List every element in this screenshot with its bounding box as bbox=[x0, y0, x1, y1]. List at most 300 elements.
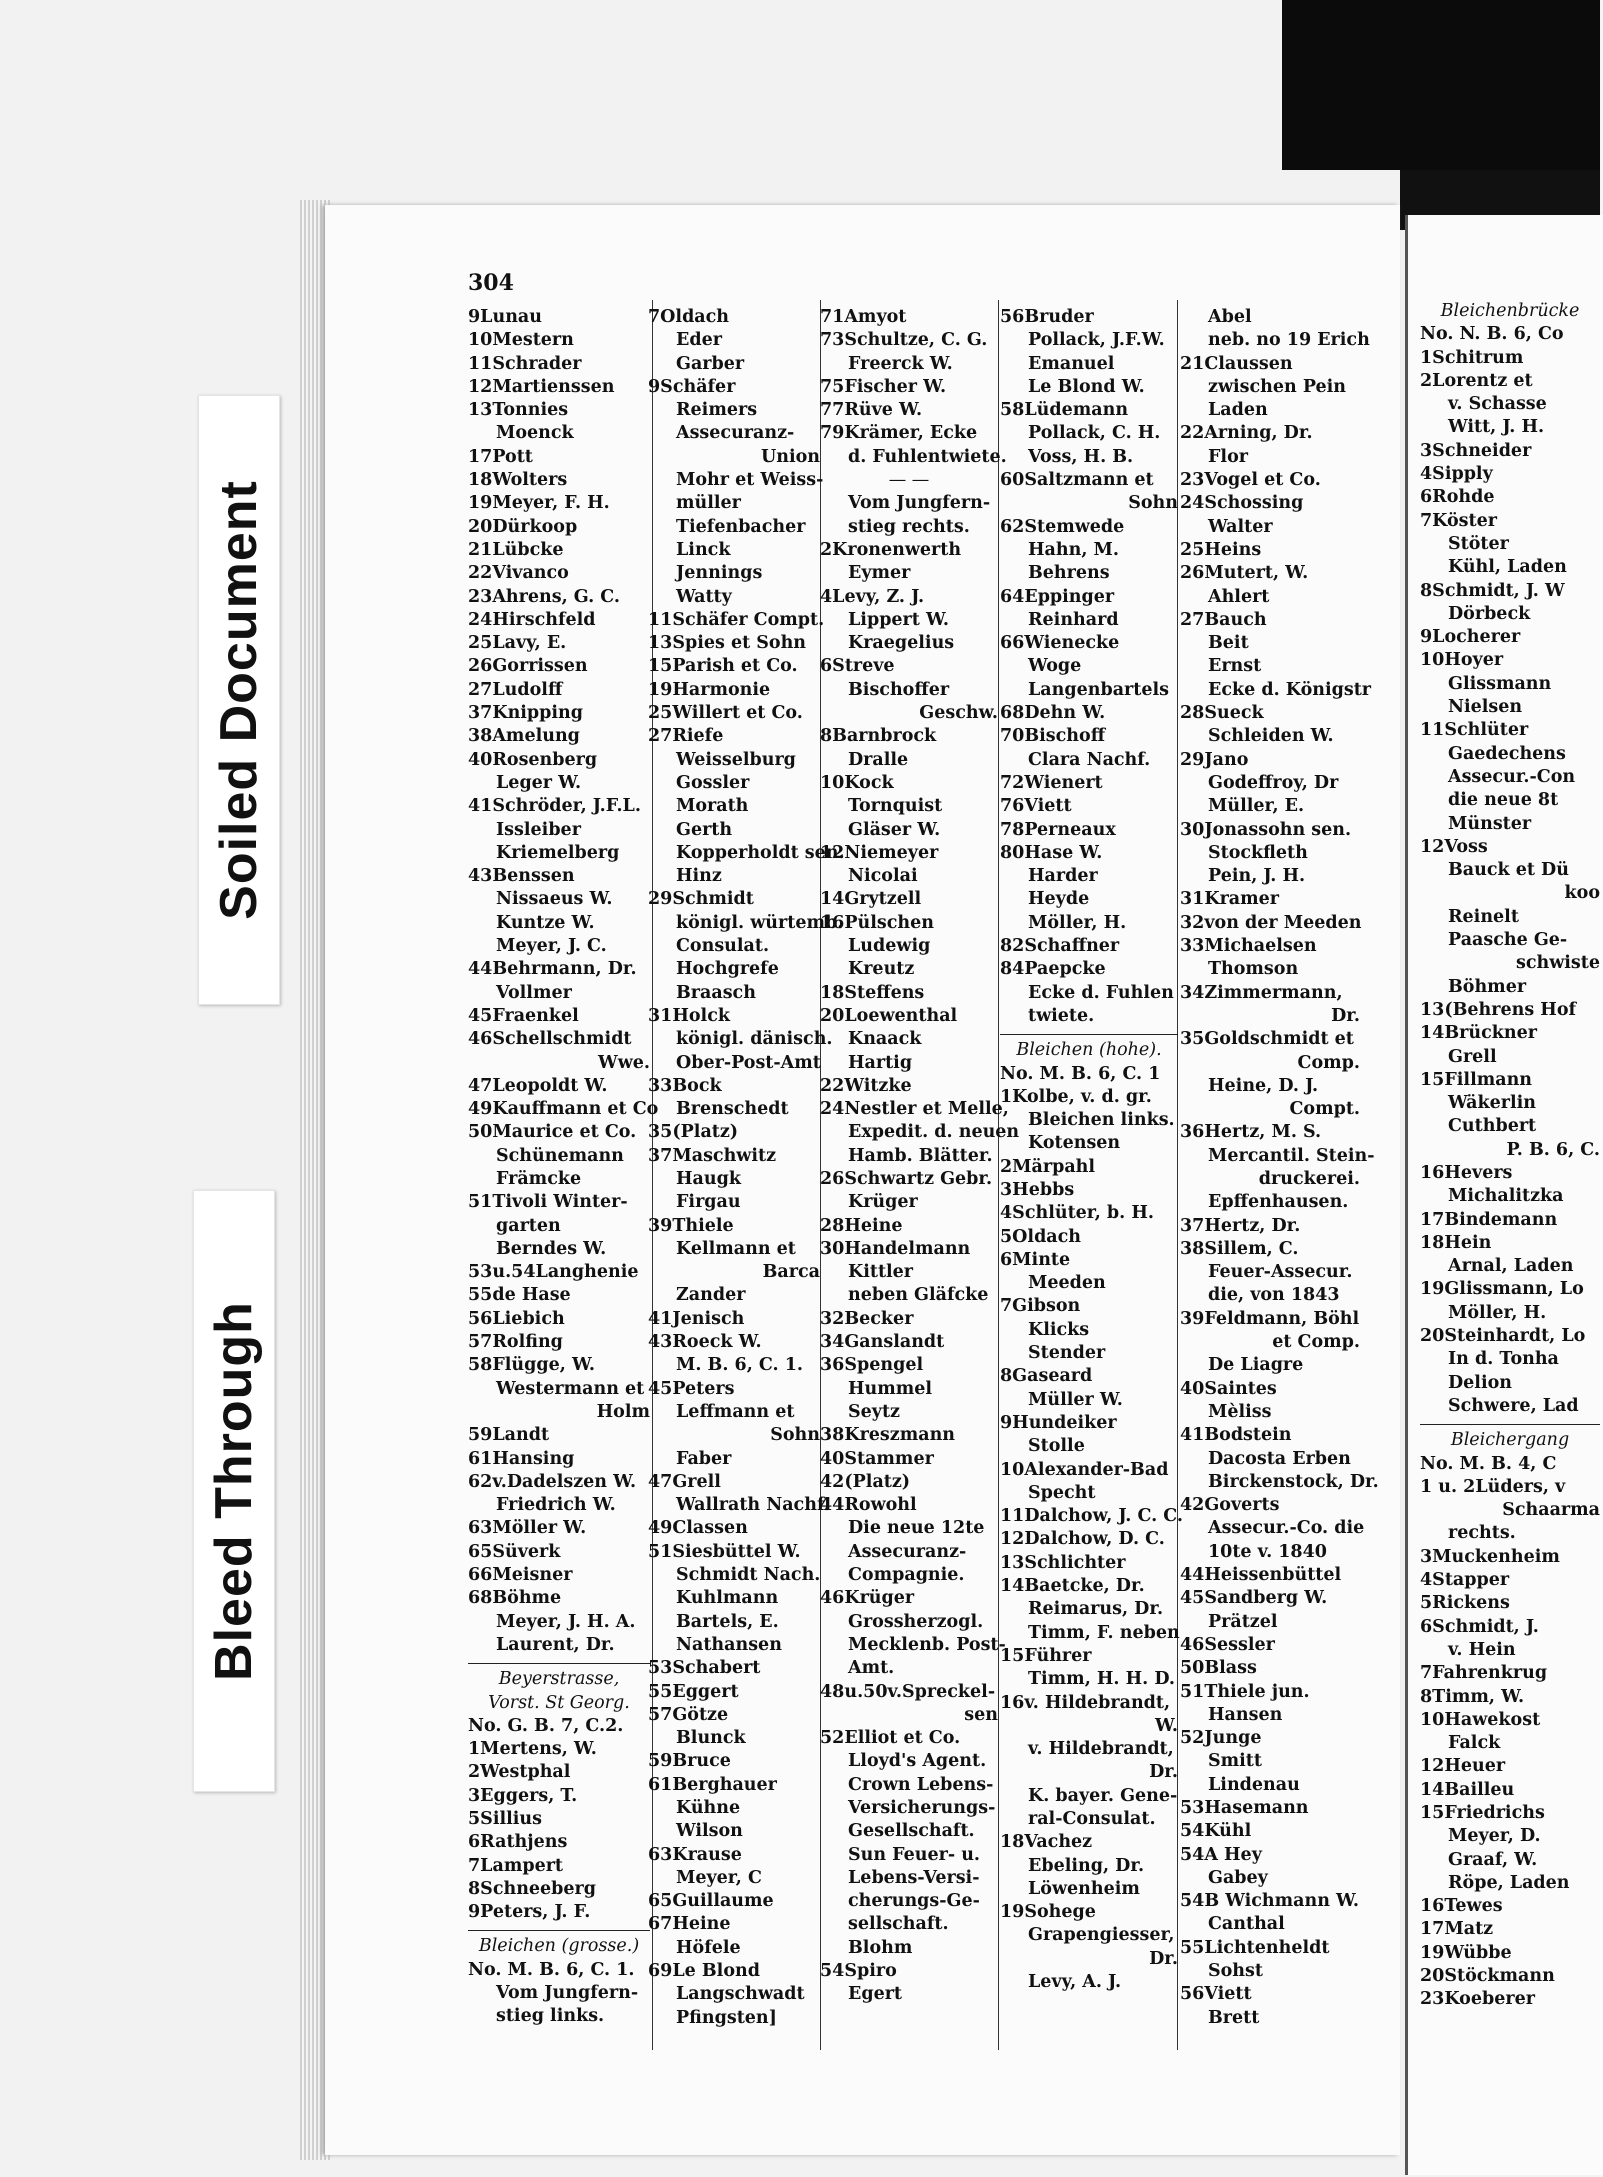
directory-entry: Müller, E. bbox=[1208, 796, 1305, 817]
directory-entry: 15Parish et Co. bbox=[648, 656, 798, 677]
directory-entry: Gesellschaft. bbox=[848, 1821, 975, 1842]
directory-entry: Reimers bbox=[676, 400, 758, 421]
directory-entry: Cuthbert bbox=[1448, 1116, 1537, 1137]
directory-entry: 8Barnbrock bbox=[820, 726, 937, 747]
directory-entry: Firgau bbox=[676, 1192, 741, 1213]
directory-entry: Harder bbox=[1028, 866, 1098, 887]
directory-entry: 29Schmidt bbox=[648, 889, 754, 910]
directory-entry: 63Krause bbox=[648, 1844, 742, 1865]
directory-entry: die, von 1843 bbox=[1208, 1285, 1340, 1306]
directory-entry: 17Pott bbox=[468, 446, 533, 467]
directory-entry: Braasch bbox=[676, 982, 756, 1003]
directory-entry: 50Blass bbox=[1180, 1658, 1257, 1679]
directory-entry: Sohn bbox=[1128, 493, 1178, 514]
directory-entry: 41Schröder, J.F.L. bbox=[468, 796, 641, 817]
directory-entry: 6Schmidt, J. bbox=[1420, 1616, 1539, 1637]
directory-entry: 65Guillaume bbox=[648, 1891, 774, 1912]
directory-entry: Hamb. Blätter. bbox=[848, 1145, 993, 1166]
directory-entry: 52Elliot et Co. bbox=[820, 1728, 961, 1749]
directory-entry: 16Tewes bbox=[1420, 1896, 1503, 1917]
directory-entry: 50Maurice et Co. bbox=[468, 1122, 637, 1143]
directory-entry: Freerck W. bbox=[848, 353, 953, 374]
directory-entry: Dr. bbox=[1149, 1762, 1178, 1783]
directory-entry: Glissmann bbox=[1448, 673, 1552, 694]
directory-entry: Wäkerlin bbox=[1448, 1093, 1536, 1114]
directory-entry: 62Stemwede bbox=[1000, 516, 1125, 537]
directory-entry: Tornquist bbox=[848, 796, 943, 817]
directory-entry: 68Dehn W. bbox=[1000, 703, 1106, 724]
directory-entry: 64Eppinger bbox=[1000, 586, 1115, 607]
page-number: 304 bbox=[468, 270, 514, 296]
directory-entry: Gossler bbox=[676, 772, 750, 793]
directory-entry: Flor bbox=[1208, 446, 1248, 467]
directory-entry: Heyde bbox=[1028, 889, 1090, 910]
directory-entry: No. N. B. 6, Co bbox=[1420, 324, 1564, 345]
directory-entry: 15Fillmann bbox=[1420, 1069, 1533, 1090]
directory-entry: 28Sueck bbox=[1180, 703, 1264, 724]
section-heading: Bleichergang bbox=[1450, 1430, 1570, 1451]
directory-entry: Berndes W. bbox=[496, 1238, 607, 1259]
directory-entry: 44Rowohl bbox=[820, 1495, 917, 1516]
directory-entry: Möller, H. bbox=[1028, 912, 1127, 933]
section-divider bbox=[468, 1663, 650, 1664]
directory-entry: Leger W. bbox=[496, 772, 582, 793]
directory-entry: 60Saltzmann et bbox=[1000, 470, 1154, 491]
directory-entry: 49Kauffmann et Co bbox=[468, 1099, 659, 1120]
directory-entry: Ahlert bbox=[1208, 586, 1270, 607]
directory-entry: 39Thiele bbox=[648, 1215, 734, 1236]
directory-entry: 8Schneeberg bbox=[468, 1878, 597, 1899]
directory-entry: Die neue 12te bbox=[848, 1518, 985, 1539]
directory-entry: 59Bruce bbox=[648, 1751, 731, 1772]
directory-entry: Sun Feuer- u. bbox=[848, 1844, 981, 1865]
directory-entry: Grapengiesser, bbox=[1028, 1925, 1175, 1946]
directory-entry: Timm, H. H. D. bbox=[1028, 1669, 1175, 1690]
directory-entry: Smitt bbox=[1208, 1751, 1262, 1772]
directory-entry: Graaf, W. bbox=[1448, 1849, 1538, 1870]
directory-entry: 79Krämer, Ecke bbox=[820, 423, 978, 444]
directory-entry: Haugk bbox=[676, 1168, 741, 1189]
directory-entry: 16Hevers bbox=[1420, 1162, 1513, 1183]
directory-entry: 6Rohde bbox=[1420, 487, 1495, 508]
directory-entry: rechts. bbox=[1448, 1523, 1516, 1544]
directory-entry: Pein, J. H. bbox=[1208, 866, 1306, 887]
directory-entry: Kopperholdt sen. bbox=[676, 842, 845, 863]
directory-entry: 49Classen bbox=[648, 1518, 748, 1539]
directory-entry: 36Hertz, M. S. bbox=[1180, 1122, 1322, 1143]
directory-entry: 27Ludolff bbox=[468, 679, 563, 700]
directory-entry: 24Hirschfeld bbox=[468, 609, 596, 630]
directory-entry: M. B. 6, C. 1. bbox=[676, 1355, 803, 1376]
directory-entry: Blohm bbox=[848, 1937, 913, 1958]
directory-entry: 9Peters, J. F. bbox=[468, 1902, 591, 1923]
directory-entry: Laden bbox=[1208, 400, 1268, 421]
directory-entry: Vom Jungfern- bbox=[848, 493, 991, 514]
directory-entry: 24Schossing bbox=[1180, 493, 1304, 514]
directory-entry: 28Heine bbox=[820, 1215, 903, 1236]
directory-entry: Jennings bbox=[676, 563, 763, 584]
directory-entry: No. M. B. 6, C. 1 bbox=[1000, 1063, 1161, 1084]
directory-entry: die neue 8t bbox=[1448, 790, 1559, 811]
directory-entry: 61Hansing bbox=[468, 1448, 575, 1469]
directory-entry: 13(Behrens Hof bbox=[1420, 999, 1577, 1020]
directory-entry: 41Bodstein bbox=[1180, 1425, 1292, 1446]
directory-entry: 47Leopoldt W. bbox=[468, 1075, 608, 1096]
directory-entry: Pollack, J.F.W. bbox=[1028, 330, 1165, 351]
section-divider bbox=[468, 1930, 650, 1931]
directory-entry: Mecklenb. Post- bbox=[848, 1634, 1006, 1655]
directory-entry: 19Wübbe bbox=[1420, 1942, 1512, 1963]
directory-entry: Meyer, J. C. bbox=[496, 936, 607, 957]
directory-entry: 18Vachez bbox=[1000, 1832, 1093, 1853]
directory-entry: 25Heins bbox=[1180, 539, 1262, 560]
directory-entry: 65Süverk bbox=[468, 1541, 561, 1562]
directory-entry: Assecur.-Con bbox=[1448, 766, 1576, 787]
directory-entry: Nielsen bbox=[1448, 697, 1523, 718]
directory-entry: 27Bauch bbox=[1180, 609, 1267, 630]
directory-entry: 39Feldmann, Böhl bbox=[1180, 1308, 1360, 1329]
directory-entry: 56Viett bbox=[1180, 1984, 1252, 2005]
directory-entry: Meyer, C bbox=[676, 1867, 762, 1888]
directory-entry: Sohn bbox=[770, 1425, 820, 1446]
directory-entry: 20Stöckmann bbox=[1420, 1966, 1555, 1987]
directory-entry: 19Sohege bbox=[1000, 1902, 1096, 1923]
directory-entry: Brett bbox=[1208, 2007, 1260, 2028]
directory-entry: 11Schlüter bbox=[1420, 720, 1529, 741]
directory-entry: 57Götze bbox=[648, 1704, 729, 1725]
directory-entry: Müller W. bbox=[1028, 1389, 1123, 1410]
directory-entry: 24Nestler et Melle, bbox=[820, 1099, 1009, 1120]
directory-entry: v. Hildebrandt, bbox=[1028, 1739, 1174, 1760]
directory-entry: 7Lampert bbox=[468, 1855, 564, 1876]
directory-entry: 73Schultze, C. G. bbox=[820, 330, 988, 351]
directory-entry: 7Köster bbox=[1420, 510, 1497, 531]
directory-entry: Witt, J. H. bbox=[1448, 417, 1545, 438]
directory-entry: Meeden bbox=[1028, 1273, 1106, 1294]
directory-entry: Watty bbox=[676, 586, 732, 607]
directory-entry: 1Schitrum bbox=[1420, 347, 1524, 368]
directory-entry: Union bbox=[760, 446, 820, 467]
directory-column-5 bbox=[1180, 306, 1379, 2030]
soiled-document-label bbox=[198, 395, 280, 1005]
directory-entry: 2Lorentz et bbox=[1420, 370, 1533, 391]
directory-entry: 20Dürkoop bbox=[468, 516, 578, 537]
directory-entry: Wilson bbox=[676, 1821, 743, 1842]
directory-entry: Thomson bbox=[1208, 959, 1299, 980]
directory-entry: 67Heine bbox=[648, 1914, 731, 1935]
directory-entry: 55Lichtenheldt bbox=[1180, 1937, 1330, 1958]
directory-entry: 22Vivanco bbox=[468, 563, 569, 584]
directory-entry: Beit bbox=[1208, 633, 1249, 654]
directory-entry: No. M. B. 4, C bbox=[1420, 1453, 1557, 1474]
directory-entry: Holm bbox=[596, 1401, 650, 1422]
directory-entry: Moenck bbox=[496, 423, 574, 444]
directory-entry: 9Lunau bbox=[468, 307, 542, 327]
directory-entry: 1Mertens, W. bbox=[468, 1739, 597, 1760]
directory-entry: Bischoffer bbox=[848, 679, 950, 700]
directory-entry: Dralle bbox=[848, 749, 909, 770]
directory-entry: P. B. 6, C. bbox=[1506, 1139, 1600, 1160]
directory-entry: 6Streve bbox=[820, 656, 895, 677]
directory-entry: Ecke d. Fuhlen bbox=[1028, 982, 1174, 1003]
directory-entry: Mohr et Weiss- bbox=[676, 470, 824, 491]
directory-entry: Pfingsten] bbox=[676, 2007, 777, 2028]
directory-entry: 23Koeberer bbox=[1420, 1989, 1535, 2010]
directory-entry: 51Tivoli Winter- bbox=[468, 1192, 628, 1213]
directory-entry: Emanuel bbox=[1028, 353, 1115, 374]
directory-entry: Lippert W. bbox=[848, 609, 949, 630]
directory-entry: Eymer bbox=[848, 563, 911, 584]
directory-entry: Wallrath Nachf. bbox=[676, 1495, 830, 1516]
directory-entry: Münster bbox=[1448, 813, 1532, 834]
directory-entry: 3Eggers, T. bbox=[468, 1785, 578, 1806]
directory-entry: 58Flügge, W. bbox=[468, 1355, 595, 1376]
directory-entry: Compt. bbox=[1289, 1099, 1360, 1120]
bleed-through-label bbox=[193, 1190, 275, 1792]
directory-entry: Faber bbox=[676, 1448, 732, 1469]
directory-entry: 15Führer bbox=[1000, 1645, 1092, 1666]
directory-entry: 21Lübcke bbox=[468, 539, 564, 560]
directory-entry: 7Oldach bbox=[648, 307, 730, 327]
directory-entry: 23Vogel et Co. bbox=[1180, 470, 1321, 491]
directory-entry: 58Lüdemann bbox=[1000, 400, 1129, 421]
directory-entry: 37Maschwitz bbox=[648, 1145, 777, 1166]
directory-entry: Stender bbox=[1028, 1343, 1106, 1364]
directory-entry: 5Sillius bbox=[468, 1809, 542, 1829]
directory-entry: ral-Consulat. bbox=[1028, 1809, 1156, 1829]
directory-entry: 22Witzke bbox=[820, 1075, 912, 1096]
directory-entry: Löwenheim bbox=[1028, 1878, 1140, 1899]
directory-entry: Zander bbox=[676, 1285, 746, 1306]
directory-entry: 38Sillem, C. bbox=[1180, 1238, 1299, 1259]
directory-entry: 43Roeck W. bbox=[648, 1332, 762, 1353]
directory-entry: 27Riefe bbox=[648, 726, 724, 747]
directory-entry: 10te v. 1840 bbox=[1208, 1541, 1327, 1562]
directory-entry: Nissaeus W. bbox=[496, 889, 613, 910]
directory-entry: Assecur.-Co. die bbox=[1208, 1518, 1365, 1539]
directory-entry: Mèliss bbox=[1208, 1401, 1272, 1422]
directory-entry: 59Landt bbox=[468, 1425, 550, 1446]
section-heading: Bleichenbrücke bbox=[1440, 301, 1580, 321]
directory-entry: et Comp. bbox=[1272, 1332, 1360, 1353]
directory-entry: Lebens-Versi- bbox=[848, 1867, 980, 1888]
directory-entry: 46Krüger bbox=[820, 1588, 915, 1609]
directory-entry: No. M. B. 6, C. 1. bbox=[468, 1959, 635, 1980]
directory-entry: Schünemann bbox=[496, 1145, 624, 1166]
bleed-through-text: Bleed Through bbox=[205, 1301, 263, 1681]
directory-entry: Le Blond W. bbox=[1028, 376, 1145, 397]
directory-column-6 bbox=[1420, 300, 1600, 2012]
directory-entry: Weisselburg bbox=[676, 749, 796, 770]
directory-entry: 54Spiro bbox=[820, 1961, 897, 1982]
directory-entry: Morath bbox=[676, 796, 749, 817]
directory-entry: No. G. B. 7, C.2. bbox=[468, 1715, 624, 1736]
directory-entry: Levy, A. J. bbox=[1028, 1972, 1122, 1993]
directory-entry: Böhmer bbox=[1448, 976, 1527, 997]
directory-entry: 63Möller W. bbox=[468, 1518, 587, 1539]
directory-entry: 69Le Blond bbox=[648, 1961, 760, 1982]
column-divider bbox=[998, 300, 999, 2050]
directory-entry: Kühne bbox=[676, 1798, 741, 1818]
directory-entry: 53Schabert bbox=[648, 1658, 761, 1679]
scan-black-margin bbox=[1282, 0, 1600, 170]
directory-entry: Schaarma bbox=[1502, 1500, 1600, 1521]
directory-entry: Krüger bbox=[848, 1192, 918, 1213]
directory-entry: cherungs-Ge- bbox=[848, 1891, 980, 1912]
directory-entry: Paasche Ge- bbox=[1448, 930, 1568, 951]
directory-entry: 42(Platz) bbox=[820, 1471, 911, 1492]
directory-entry: Michalitzka bbox=[1448, 1186, 1564, 1207]
directory-entry: 1Kolbe, v. d. gr. bbox=[1000, 1086, 1152, 1107]
directory-entry: 38Amelung bbox=[468, 726, 580, 747]
directory-entry: 18Hein bbox=[1420, 1232, 1492, 1253]
directory-entry: 33Bock bbox=[648, 1075, 722, 1096]
directory-entry: Assecuranz- bbox=[676, 423, 795, 444]
directory-entry: Kittler bbox=[848, 1262, 914, 1283]
directory-entry: 55de Hase bbox=[468, 1285, 571, 1306]
directory-entry: 7Gibson bbox=[1000, 1296, 1081, 1317]
directory-entry: Främcke bbox=[496, 1168, 582, 1189]
directory-entry: In d. Tonha bbox=[1448, 1349, 1559, 1370]
directory-entry: Reinelt bbox=[1448, 906, 1519, 927]
directory-entry: 34Zimmermann, bbox=[1180, 982, 1343, 1003]
directory-entry: Friedrich W. bbox=[496, 1495, 616, 1516]
directory-entry: De Liagre bbox=[1208, 1355, 1304, 1376]
directory-entry: 29Jano bbox=[1180, 749, 1249, 770]
directory-entry: Amt. bbox=[848, 1658, 895, 1679]
directory-entry: 33Michaelsen bbox=[1180, 936, 1317, 957]
directory-entry: 45Fraenkel bbox=[468, 1005, 579, 1026]
directory-entry: 66Wienecke bbox=[1000, 633, 1120, 654]
directory-entry: Kellmann et bbox=[676, 1238, 796, 1259]
directory-entry: Consulat. bbox=[676, 936, 770, 957]
directory-entry: Hummel bbox=[848, 1378, 933, 1399]
directory-entry: 78Perneaux bbox=[1000, 819, 1116, 840]
directory-entry: königl. dänisch. bbox=[676, 1029, 833, 1050]
directory-entry: Kuntze W. bbox=[496, 912, 595, 933]
directory-entry: sellschaft. bbox=[848, 1914, 949, 1935]
directory-entry: Kotensen bbox=[1028, 1133, 1121, 1154]
directory-entry: 30Handelmann bbox=[820, 1238, 971, 1259]
directory-entry: 70Bischoff bbox=[1000, 726, 1106, 747]
directory-entry: 21Claussen bbox=[1180, 353, 1293, 374]
soiled-document-text: Soiled Document bbox=[210, 480, 268, 920]
directory-entry: Reinhard bbox=[1028, 609, 1119, 630]
directory-entry: 40Rosenberg bbox=[468, 749, 598, 770]
directory-entry: 54Kühl bbox=[1180, 1821, 1252, 1842]
directory-entry: 54A Hey bbox=[1180, 1844, 1262, 1865]
directory-entry: Ecke d. Königstr bbox=[1208, 679, 1372, 700]
directory-entry: 48u.50v.Spreckel- bbox=[820, 1681, 996, 1702]
directory-entry: 9Schäfer bbox=[648, 376, 736, 397]
directory-entry: Laurent, Dr. bbox=[496, 1634, 615, 1655]
directory-entry: neben Gläfcke bbox=[848, 1285, 989, 1306]
directory-entry: 3Schneider bbox=[1420, 440, 1532, 461]
directory-entry: 9Hundeiker bbox=[1000, 1412, 1117, 1433]
directory-entry: Kreutz bbox=[848, 959, 915, 980]
directory-entry: 82Schaffner bbox=[1000, 936, 1120, 957]
directory-entry: 1 u. 2Lüders, v bbox=[1420, 1476, 1566, 1497]
directory-entry: stieg links. bbox=[496, 2006, 605, 2027]
directory-entry: Canthal bbox=[1208, 1914, 1285, 1935]
directory-entry: Bleichen links. bbox=[1028, 1110, 1175, 1131]
directory-entry: 11Schäfer Compt. bbox=[648, 609, 825, 630]
directory-entry: Ebeling, Dr. bbox=[1028, 1855, 1145, 1876]
directory-entry: 52Junge bbox=[1180, 1728, 1262, 1749]
section-heading: Bleichen (grosse.) bbox=[478, 1936, 640, 1957]
directory-entry: Schleiden W. bbox=[1208, 726, 1334, 747]
directory-entry: 12Heuer bbox=[1420, 1756, 1506, 1777]
directory-entry: 26Schwartz Gebr. bbox=[820, 1168, 993, 1189]
directory-entry: Compagnie. bbox=[848, 1565, 965, 1586]
directory-entry: 40Stammer bbox=[820, 1448, 934, 1469]
directory-entry: 71Amyot bbox=[820, 307, 907, 327]
directory-entry: 30Jonassohn sen. bbox=[1180, 819, 1352, 840]
directory-entry: W. bbox=[1154, 1715, 1178, 1736]
directory-entry: 53Hasemann bbox=[1180, 1798, 1309, 1818]
directory-entry: Lloyd's Agent. bbox=[848, 1751, 987, 1772]
directory-entry: 25Lavy, E. bbox=[468, 633, 567, 654]
directory-entry: 75Fischer W. bbox=[820, 376, 947, 397]
directory-entry: Vom Jungfern- bbox=[496, 1983, 639, 2004]
directory-entry: Crown Lebens- bbox=[848, 1774, 994, 1795]
directory-entry: sen bbox=[964, 1704, 998, 1725]
directory-entry: 47Grell bbox=[648, 1471, 721, 1492]
directory-entry: Issleiber bbox=[496, 819, 581, 840]
directory-entry: K. bayer. Gene- bbox=[1028, 1785, 1178, 1806]
directory-entry: Nathansen bbox=[676, 1634, 782, 1655]
directory-entry: 4Levy, Z. J. bbox=[820, 586, 925, 607]
directory-entry: Prätzel bbox=[1208, 1611, 1278, 1632]
directory-entry: 22Arning, Dr. bbox=[1180, 423, 1313, 444]
directory-entry: stieg rechts. bbox=[848, 516, 970, 537]
directory-entry: Leffmann et bbox=[676, 1401, 795, 1422]
directory-entry: 62v.Dadelszen W. bbox=[468, 1471, 637, 1492]
directory-entry: 56Liebich bbox=[468, 1308, 565, 1329]
directory-entry: Langschwadt bbox=[676, 1984, 805, 2005]
directory-entry: Lindenau bbox=[1208, 1774, 1300, 1795]
directory-entry: Timm, F. neben bbox=[1028, 1622, 1180, 1643]
directory-entry: 17Bindemann bbox=[1420, 1209, 1558, 1230]
directory-entry: Klicks bbox=[1028, 1319, 1090, 1340]
directory-entry: 37Knipping bbox=[468, 703, 584, 724]
directory-entry: Hansen bbox=[1208, 1704, 1283, 1725]
directory-entry: Garber bbox=[676, 353, 745, 374]
directory-entry: Grell bbox=[1448, 1046, 1497, 1067]
directory-entry: Godeffroy, Dr bbox=[1208, 772, 1339, 793]
directory-entry: Linck bbox=[676, 539, 731, 560]
directory-entry: 13Spies et Sohn bbox=[648, 633, 807, 654]
directory-entry: 8Schmidt, J. W bbox=[1420, 580, 1565, 601]
directory-entry: 23Ahrens, G. C. bbox=[468, 586, 620, 607]
directory-entry: 51Thiele jun. bbox=[1180, 1681, 1310, 1702]
directory-entry: 14Grytzell bbox=[820, 889, 922, 910]
directory-entry: Abel bbox=[1208, 307, 1252, 327]
directory-entry: druckerei. bbox=[1258, 1168, 1360, 1189]
directory-entry: Brenschedt bbox=[676, 1099, 789, 1120]
directory-entry: 55Eggert bbox=[648, 1681, 739, 1702]
directory-entry: Kriemelberg bbox=[496, 842, 620, 863]
directory-entry: 6Rathjens bbox=[468, 1832, 568, 1853]
directory-entry: Gläser W. bbox=[848, 819, 941, 840]
directory-entry: 4Stapper bbox=[1420, 1570, 1510, 1591]
directory-entry: Hahn, M. bbox=[1028, 539, 1119, 560]
directory-entry: 16v. Hildebrandt, bbox=[1000, 1692, 1171, 1713]
section-heading: Vorst. St Georg. bbox=[488, 1692, 630, 1713]
directory-entry: 26Gorrissen bbox=[468, 656, 588, 677]
directory-entry: 14Bailleu bbox=[1420, 1779, 1515, 1800]
directory-entry: neb. no 19 Erich bbox=[1208, 330, 1370, 351]
